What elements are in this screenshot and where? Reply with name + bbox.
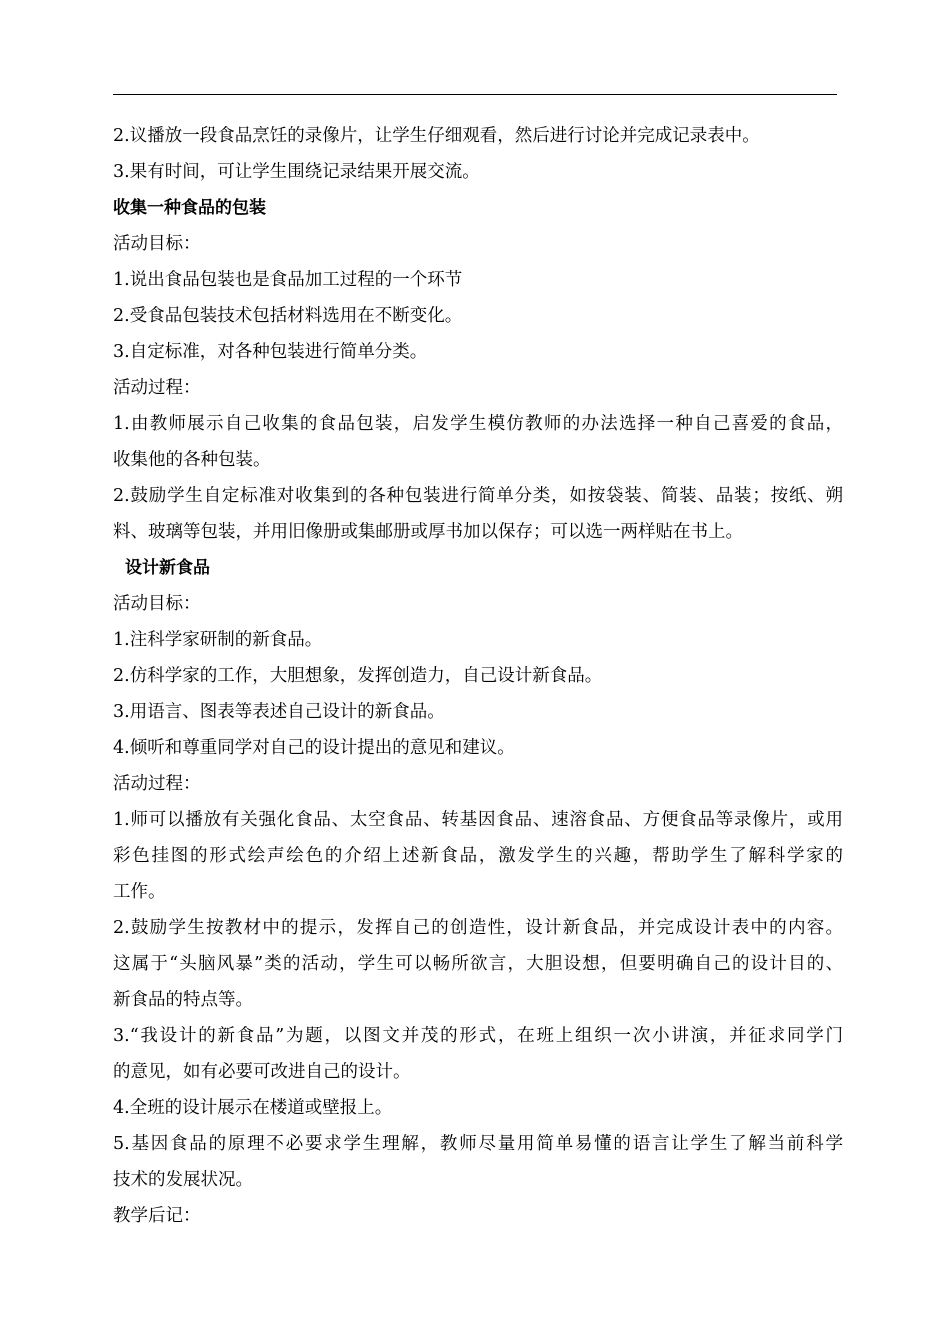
subheading-process: 活动过程： xyxy=(113,378,201,398)
document-body xyxy=(113,118,843,1234)
subheading-process: 活动过程： xyxy=(113,774,201,794)
paragraph-line: 2.鼓励学生自定标准对收集到的各种包装进行简单分类，如按袋装、简装、品装；按纸、朔 xyxy=(113,486,843,506)
paragraph-line: 3.果有时间，可让学生围绕记录结果开展交流。 xyxy=(113,162,480,182)
subheading-goals: 活动目标： xyxy=(113,594,201,614)
paragraph-line: 4.全班的设计展示在楼道或壁报上。 xyxy=(113,1098,393,1118)
paragraph-line: 3.用语言、图表等表述自己设计的新食品。 xyxy=(113,702,445,722)
paragraph-line: 1.注科学家研制的新食品。 xyxy=(113,630,323,650)
section-heading-packaging: 收集一种食品的包装 xyxy=(113,198,266,218)
paragraph-line: 3.自定标准，对各种包装进行简单分类。 xyxy=(113,342,428,362)
teaching-notes-label: 教学后记： xyxy=(113,1206,201,1226)
paragraph-line: 2.鼓励学生按教材中的提示，发挥自己的创造性，设计新食品，并完成设计表中的内容。 xyxy=(113,918,843,938)
paragraph-line: 4.倾听和尊重同学对自己的设计提出的意见和建议。 xyxy=(113,738,515,758)
paragraph-line: 彩色挂图的形式绘声绘色的介绍上述新食品，激发学生的兴趣，帮助学生了解科学家的 xyxy=(113,846,843,866)
paragraph-line: 1.由教师展示自己收集的食品包装，启发学生模仿教师的办法选择一种自己喜爱的食品， xyxy=(113,414,843,434)
paragraph-line: 料、玻璃等包装，并用旧像册或集邮册或厚书加以保存；可以选一两样贴在书上。 xyxy=(113,522,743,542)
section-heading-new-food: 设计新食品 xyxy=(125,558,210,578)
paragraph-line: 工作。 xyxy=(113,882,166,902)
paragraph-line: 1.说出食品包装也是食品加工过程的一个环节 xyxy=(113,270,463,290)
paragraph-line: 技术的发展状况。 xyxy=(113,1170,253,1190)
header-rule xyxy=(113,94,837,95)
paragraph-line: 1.师可以播放有关强化食品、太空食品、转基因食品、速溶食品、方便食品等录像片，或用 xyxy=(113,810,843,830)
paragraph-line: 这属于“头脑风暴”类的活动，学生可以畅所欲言，大胆设想，但要明确自己的设计目的、 xyxy=(113,954,843,974)
paragraph-line: 2.仿科学家的工作，大胆想象，发挥创造力，自己设计新食品。 xyxy=(113,666,603,686)
paragraph-line: 2.议播放一段食品烹饪的录像片，让学生仔细观看，然后进行讨论并完成记录表中。 xyxy=(113,126,760,146)
paragraph-line: 3.“我设计的新食品”为题，以图文并茂的形式，在班上组织一次小讲演，并征求同学门 xyxy=(113,1026,843,1046)
subheading-goals: 活动目标： xyxy=(113,234,201,254)
paragraph-line: 新食品的特点等。 xyxy=(113,990,253,1010)
paragraph-line: 5.基因食品的原理不必要求学生理解，教师尽量用简单易懂的语言让学生了解当前科学 xyxy=(113,1134,843,1154)
paragraph-line: 的意见，如有必要可改进自己的设计。 xyxy=(113,1062,411,1082)
paragraph-line: 收集他的各种包装。 xyxy=(113,450,271,470)
paragraph-line: 2.受食品包装技术包括材料选用在不断变化。 xyxy=(113,306,463,326)
